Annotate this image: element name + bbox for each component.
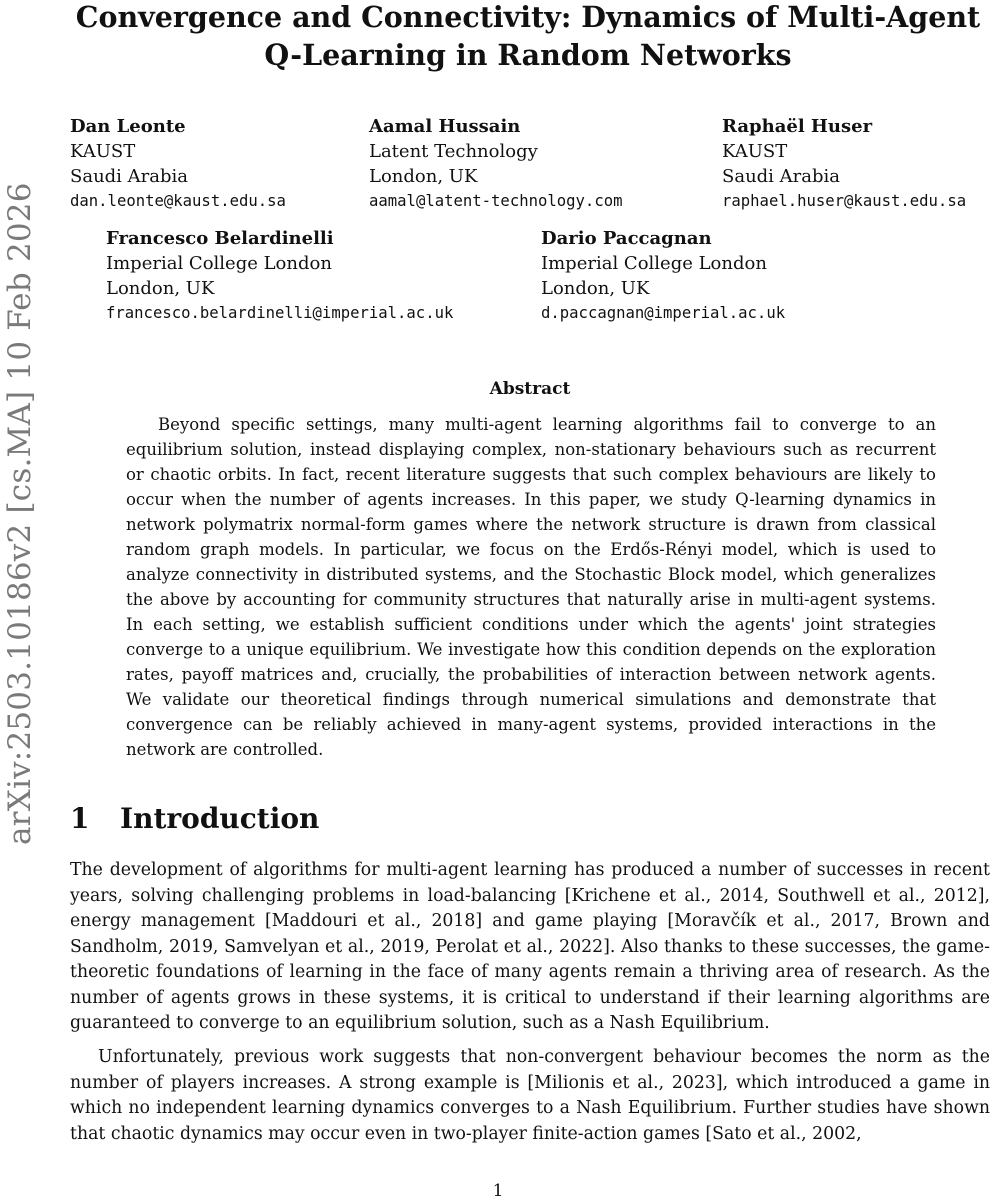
- author-block: [70, 114, 286, 214]
- author-location: London, UK: [541, 278, 650, 299]
- author-location: Saudi Arabia: [722, 166, 841, 187]
- abstract-text: Beyond specific settings, many multi-agent learning algorithms fail to converge to an equilibrium solution, instead displaying complex, non-stationary behaviours such as recurrent or chaotic orbits. In fact, recent literature suggests that such complex behaviours are likely to occur when the number of agents increases. In this paper, we study Q-learning dynamics in network polymatrix normal-form games where the network structure is drawn from classical random graph models. In particular, we focus on the Erdős-Rényi model, which is used to analyze connectivity in distributed systems, and the Stochastic Block model, which generalizes the above by accounting for community structures that naturally arise in multi-agent systems. In each setting, we establish sufficient conditions under which the agents' joint strategies converge to a unique equilibrium. We investigate how this condition depends on the exploration rates, payoff matrices and, crucially, the probabilities of interaction between network agents. We validate our theoretical findings through numerical simulations and demonstrate that convergence can be reliably achieved in many-agent systems, provided interactions in the network are controlled.: [126, 415, 936, 759]
- body-paragraph: Unfortunately, previous work suggests that non-convergent behaviour becomes the norm as the number of players increases. A strong example is [Milionis et al., 2023], which introduced a game in which no independent learning dynamics converges to a Nash Equilibrium. Further studies have shown that chaotic dynamics may occur even in two-player finite-action games [Sato et al., 2002,: [70, 1047, 990, 1144]
- author-affiliation: KAUST: [722, 141, 788, 162]
- section-number: 1: [70, 802, 90, 835]
- body-paragraph: The development of algorithms for multi-agent learning has produced a number of successes in recent years, solving challenging problems in load-balancing [Krichene et al., 2014, Southwell et al., 2012], energy management [Maddouri et al., 2018] and game playing [Moravčík et al., 2017, Brown and Sandholm, 2019, Samvelyan et al., 2019, Perolat et al., 2022]. Also thanks to these successes, the game-theoretic foundations of learning in the face of many agents remain a thriving area of research. As the number of agents grows in these systems, it is critical to understand if their learning algorithms are guaranteed to converge to an equilibrium solution, such as a Nash Equilibrium.: [70, 860, 990, 1033]
- author-block: [541, 226, 785, 326]
- author-block: [369, 114, 622, 214]
- section-title: Introduction: [120, 802, 320, 835]
- author-name: Dan Leonte: [70, 116, 186, 137]
- author-name: Dario Paccagnan: [541, 228, 712, 249]
- author-location: Saudi Arabia: [70, 166, 189, 187]
- author-block: [106, 226, 453, 326]
- author-email[interactable]: d.paccagnan@imperial.ac.uk: [541, 304, 786, 322]
- author-affiliation: Imperial College London: [106, 253, 332, 274]
- author-name: Francesco Belardinelli: [106, 228, 334, 249]
- author-email[interactable]: aamal@latent-technology.com: [369, 192, 623, 210]
- author-affiliation: Latent Technology: [369, 141, 538, 162]
- author-name: Aamal Hussain: [369, 116, 521, 137]
- paper-title: Convergence and Connectivity: Dynamics of Multi-Agent Q-Learning in Random Networks: [75, 0, 981, 72]
- author-location: London, UK: [106, 278, 215, 299]
- author-name: Raphaël Huser: [722, 116, 873, 137]
- author-block: [722, 114, 966, 214]
- author-affiliation: Imperial College London: [541, 253, 767, 274]
- abstract-heading: Abstract: [489, 379, 571, 399]
- author-email[interactable]: francesco.belardinelli@imperial.ac.uk: [106, 304, 454, 322]
- arxiv-identifier-stamp: arXiv:2503.10186v2 [cs.MA] 10 Feb 2026: [2, 182, 38, 845]
- author-affiliation: KAUST: [70, 141, 136, 162]
- author-email[interactable]: dan.leonte@kaust.edu.sa: [70, 192, 286, 210]
- author-location: London, UK: [369, 166, 478, 187]
- section-heading: [70, 800, 319, 838]
- author-email[interactable]: raphael.huser@kaust.edu.sa: [722, 192, 967, 210]
- page-number: 1: [492, 1181, 504, 1201]
